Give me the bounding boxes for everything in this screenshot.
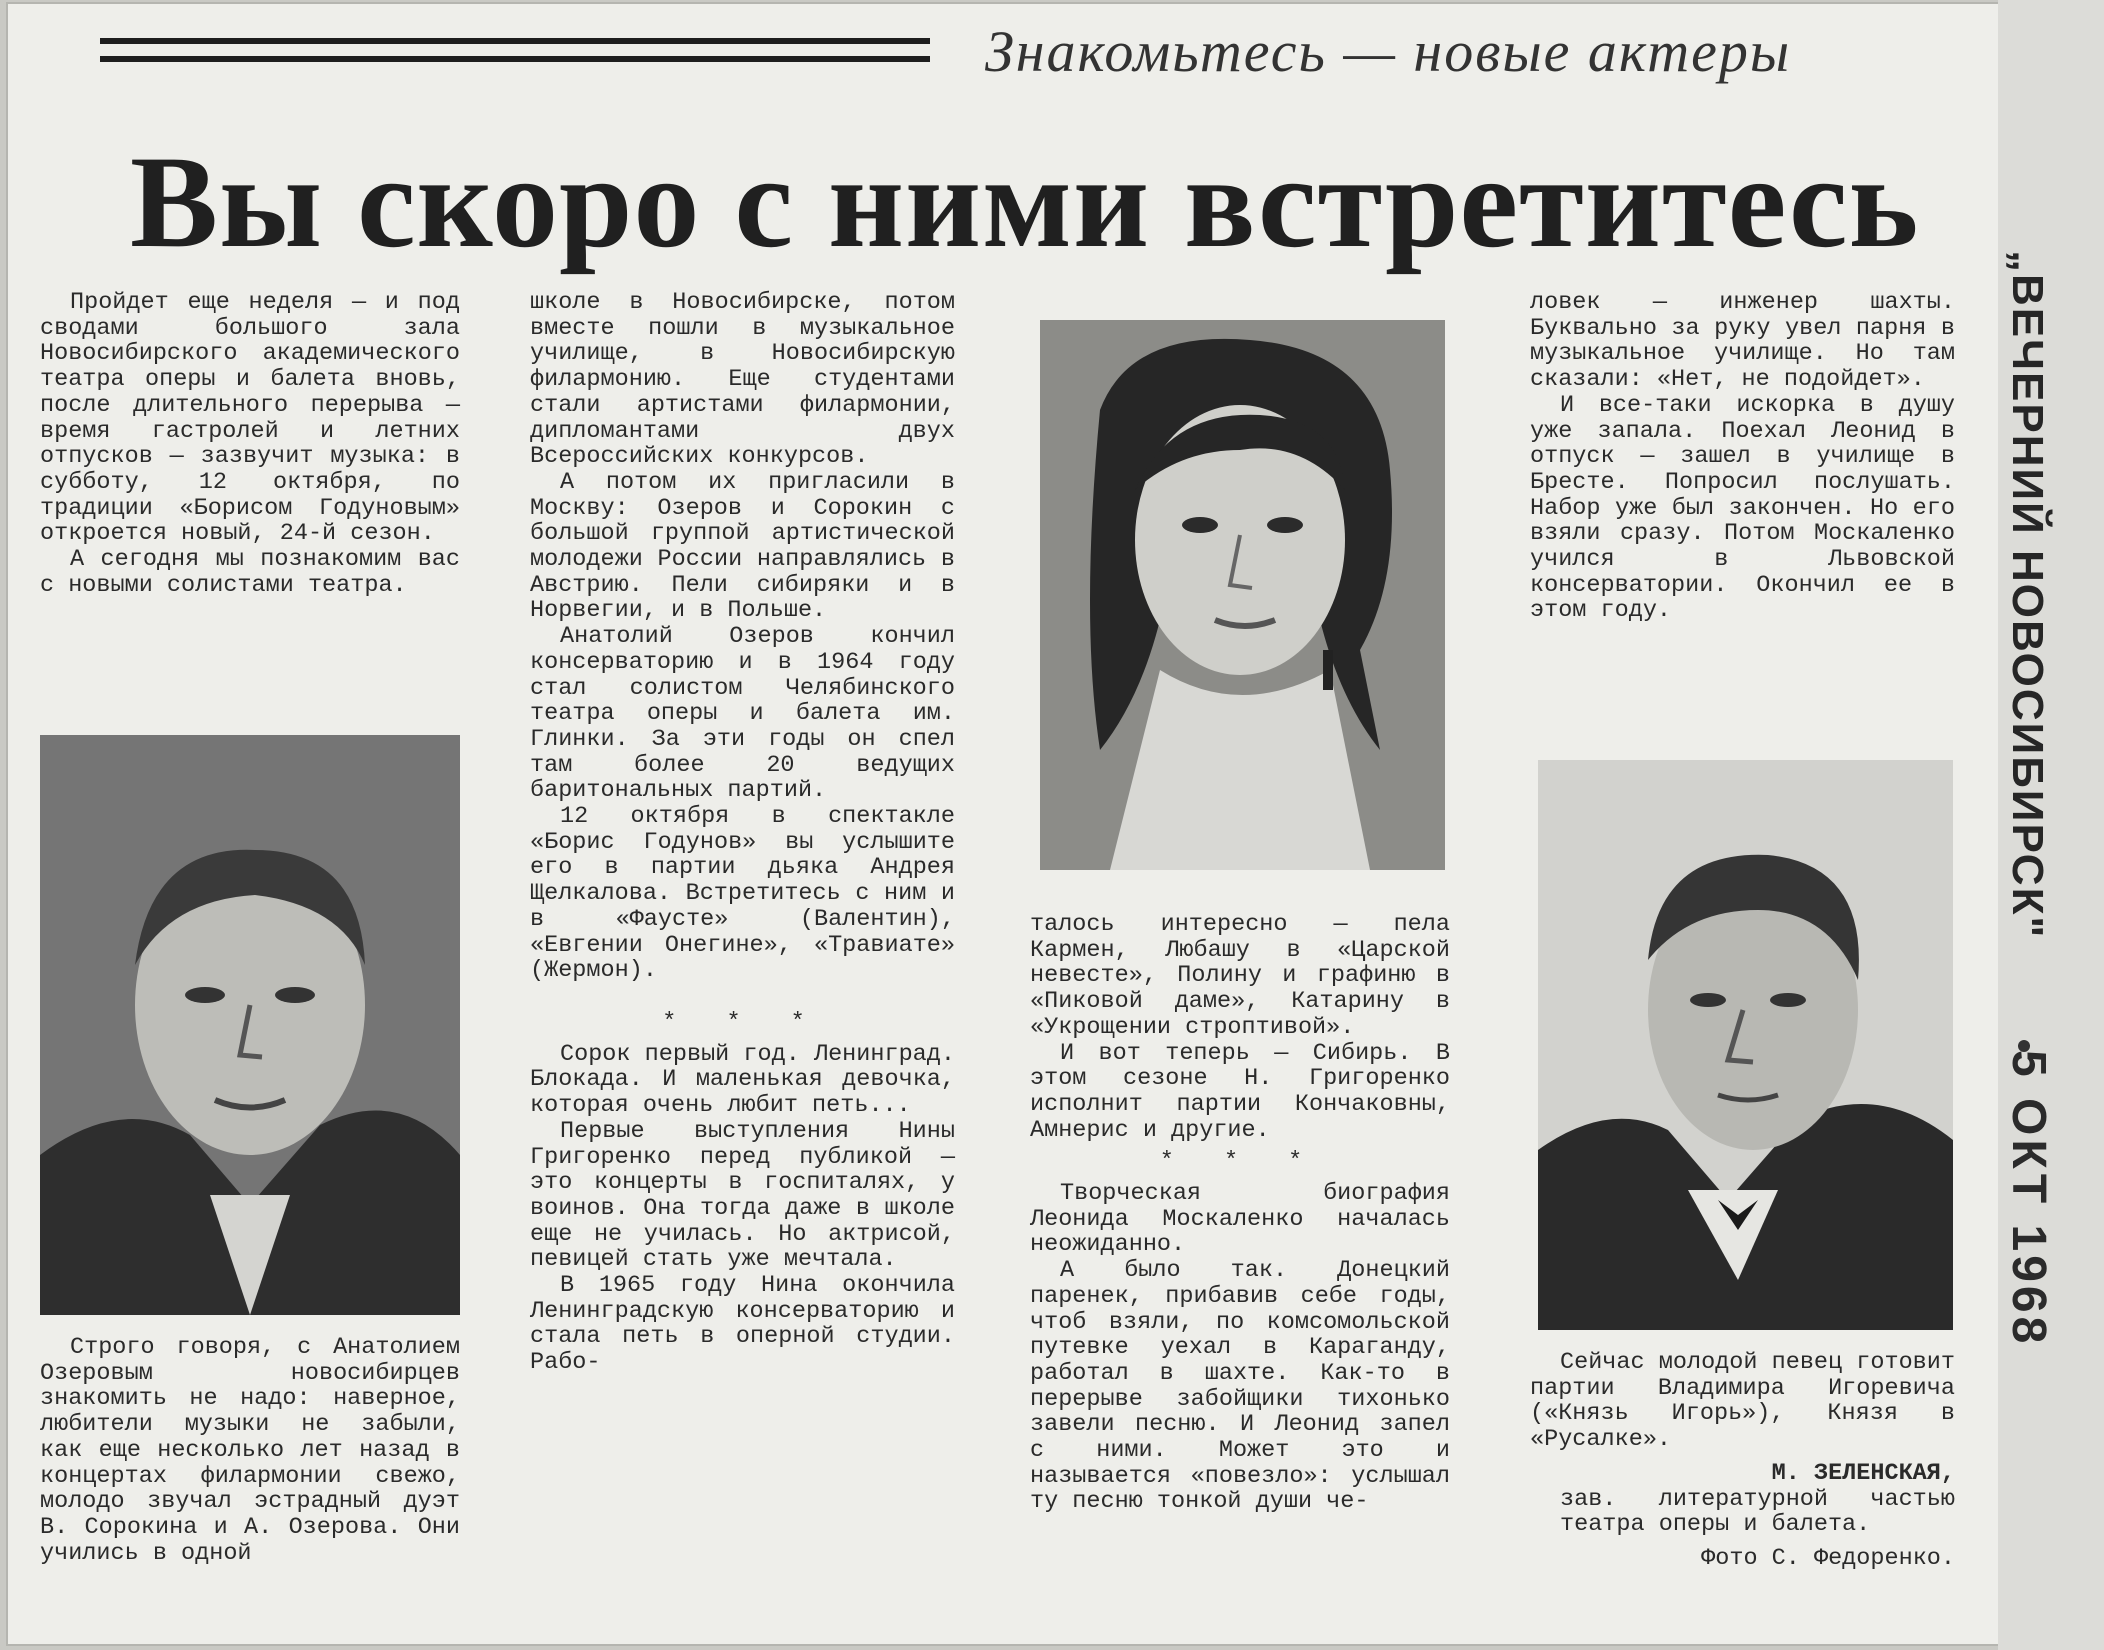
section-divider: * * * [1159,1148,1321,1176]
column-1-top [40,290,460,598]
newspaper-masthead [1990,250,2070,940]
header-rules [100,38,930,74]
paragraph: И все-таки искорка в душу уже запала. Поехал Леонид в отпуск — зашел в училище в Бресте. Попросил послушать. Набор уже был закончен. Но его взяли сразу. Потом Москаленко учился в Львовской консерватории. Окончил ее в этом году. [1530,391,1955,625]
paragraph: А было так. Донецкий паренек, прибавив себе годы, чтоб взяли, по комсомольской путевке уехал в Караганду, работал в шахте. Как-то в перерыве забойщики тихонько завели песню. И Леонид запел с ними. Может это и называется «повезло»: услышал ту песню тонкой души че- [1030,1257,1450,1516]
paragraph: ловек — инженер шахты. Буквально за руку увел парня в музыкальное училище. Но там сказали: «Нет, не подойдет». [1530,289,1955,394]
paragraph: А потом их пригласили в Москву: Озеров и Сорокин с большой группой артистической молодежи России направлялись в Австрию. Пели сибиряки и в Норвегии, и в Польше. [530,468,955,625]
masthead-text: „ВЕЧЕРНИЙ НОВОСИБИРСК" [2003,250,2052,940]
paragraph: А сегодня мы познакомим вас с новыми солистами театра. [40,546,460,599]
column-3 [1030,912,1450,1515]
paragraph: Творческая биография Леонида Москаленко началась неожиданно. [1030,1180,1450,1259]
paragraph: Сорок первый год. Ленинград. Блокада. И маленькая девочка, которая очень любит петь... [530,1040,955,1120]
column-1-bottom [40,1335,460,1566]
column-2 [530,290,955,1376]
paragraph: В 1965 году Нина окончила Ленинградскую консерваторию и стала петь в оперной студии. Рабо- [530,1272,955,1377]
paragraph: Сейчас молодой певец готовит партии Владимира Игоревича («Князь Игорь»), Князя в «Русалке». [1530,1349,1955,1454]
rubric: Знакомьтесь — новые актеры [985,19,1792,84]
paragraph: Анатолий Озеров кончил консерваторию и в 1964 году стал солистом Челябинского театра оперы и балета им. Глинки. За эти годы он спел там более 20 ведущих баритональных партий. [530,623,955,805]
date-stamp-text: 5 ОКТ 1968 [2002,1050,2055,1348]
photo-ozerov [40,735,460,1315]
photo-grigorenko [1040,320,1445,870]
column-4-top [1530,290,1955,624]
author-name: М. ЗЕЛЕНСКАЯ, [1771,1459,1955,1487]
headline: Вы скоро с ними встретитесь [130,128,1920,275]
paragraph: Первые выступления Нины Григоренко перед публикой — это концерты в госпиталях, у воинов. Она тогда даже в школе еще не училась. Но актрисой, певицей стать уже мечтала. [530,1117,955,1274]
paragraph: 12 октября в спектакле «Борис Годунов» вы услышите его в партии дьяка Андрея Щелкалова. Встретитесь с ним и в «Фаусте» (Валентин), «Евгении Онегине», «Травиате» (Жермон). [530,803,955,985]
paragraph: талось интересно — пела Кармен, Любашу в «Царской невесте», Полину и графиню в «Пиковой даме», Катарину в «Укрощении строптивой». [1030,911,1450,1041]
section-divider: * * * [662,1008,823,1036]
paragraph: Строго говоря, с Анатолием Озеровым новосибирцев знакомить не надо: наверное, любители музыки не забыли, как еще несколько лет назад в концертах филармонии свежо, молодо звучал эстрадный дуэт В. Сорокина и А. Озерова. Они учились в одной [40,1334,460,1567]
date-stamp [1990,1050,2070,1410]
paragraph: школе в Новосибирске, потом вместе пошли в музыкальное училище, в Новосибирскую филармонию. Еще студентами стали артистами филармонии, дипломантами двух Всероссийских конкурсов. [530,289,955,471]
paragraph: Пройдет еще неделя — и под сводами большого зала Новосибирского академического театра оперы и балета вновь, после длительного перерыва — время гастролей и летних отпусков — зазвучит музыка: в субботу, 12 октября, по традиции «Борисом Годуновым» откроется новый, 24-й сезон. [40,289,460,548]
paragraph: И вот теперь — Сибирь. В этом сезоне Н. Григоренко исполнит партии Кончаковны, Амнерис и другие. [1030,1039,1450,1144]
photo-credit: Фото С. Федоренко. [1701,1544,1955,1572]
photo-moskalenko [1538,760,1953,1330]
author-role: зав. литературной частью театра оперы и балета. [1560,1485,1955,1539]
column-4-bottom [1530,1350,1955,1572]
